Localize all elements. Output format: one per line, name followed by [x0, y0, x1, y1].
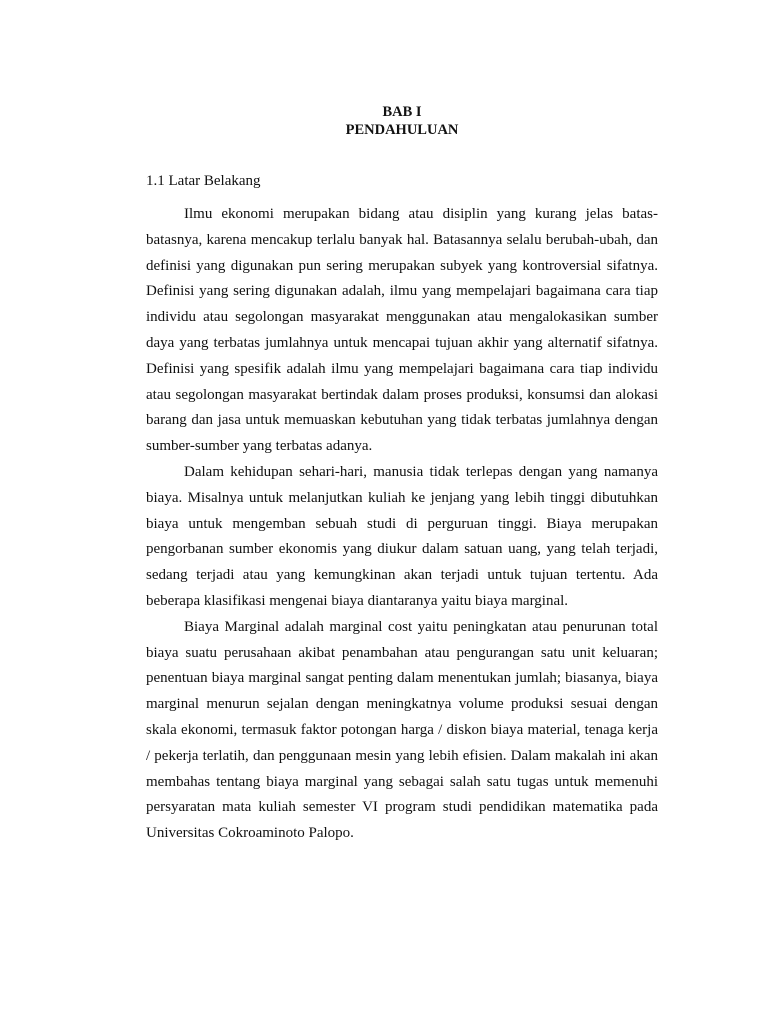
chapter-title: PENDAHULUAN — [345, 122, 459, 138]
paragraph: Biaya Marginal adalah marginal cost yaitu peningkatan atau penurunan total biaya suatu perusahaan akibat penambahan atau pengurangan satu unit keluaran; penentuan biaya marginal sangat penting dalam menentukan jumlah; biasanya, biaya marginal menurun sejalan dengan meningkatnya volume produksi sesuai dengan skala ekonomi, termasuk faktor potongan harga / diskon biaya material, tenaga kerja / pekerja terlatih, dan penggunaan mesin yang lebih efisien. Dalam makalah ini akan membahas tentang biaya marginal yang sebagai salah satu tugas untuk memenuhi persyaratan mata kuliah semester VI program studi pendidikan matematika pada Universitas Cokroaminoto Palopo. — [146, 618, 658, 842]
chapter-number: BAB I — [382, 104, 422, 120]
chapter-heading — [0, 103, 768, 139]
section-title: 1.1 Latar Belakang — [146, 173, 261, 189]
paragraph: Dalam kehidupan sehari-hari, manusia tidak terlepas dengan yang namanya biaya. Misalnya untuk melanjutkan kuliah ke jenjang yang lebih tinggi dibutuhkan biaya untuk mengemban sebuah studi di perguruan tinggi. Biaya merupakan pengorbanan sumber ekonomis yang diukur dalam satuan uang, yang telah terjadi, sedang terjadi atau yang kemungkinan akan terjadi untuk tujuan tertentu. Ada beberapa klasifikasi mengenai biaya diantaranya yaitu biaya marginal. — [146, 463, 658, 609]
paragraph: Ilmu ekonomi merupakan bidang atau disiplin yang kurang jelas batas-batasnya, karena mencakup terlalu banyak hal. Batasannya selalu berubah-ubah, dan definisi yang digunakan pun sering merupakan subyek yang kontroversial sifatnya. Definisi yang sering digunakan adalah, ilmu yang mempelajari bagaimana cara tiap individu atau segolongan masyarakat menggunakan atau mengalokasikan sumber daya yang terbatas jumlahnya untuk mencapai tujuan akhir yang alternatif sifatnya. Definisi yang spesifik adalah ilmu yang mempelajari bagaimana cara tiap individu atau segolongan masyarakat bertindak dalam proses produksi, konsumsi dan alokasi barang dan jasa untuk memuaskan kebutuhan yang tidak terbatas jumlahnya dengan sumber-sumber yang terbatas adanya. — [146, 206, 658, 455]
body-text — [146, 202, 658, 847]
